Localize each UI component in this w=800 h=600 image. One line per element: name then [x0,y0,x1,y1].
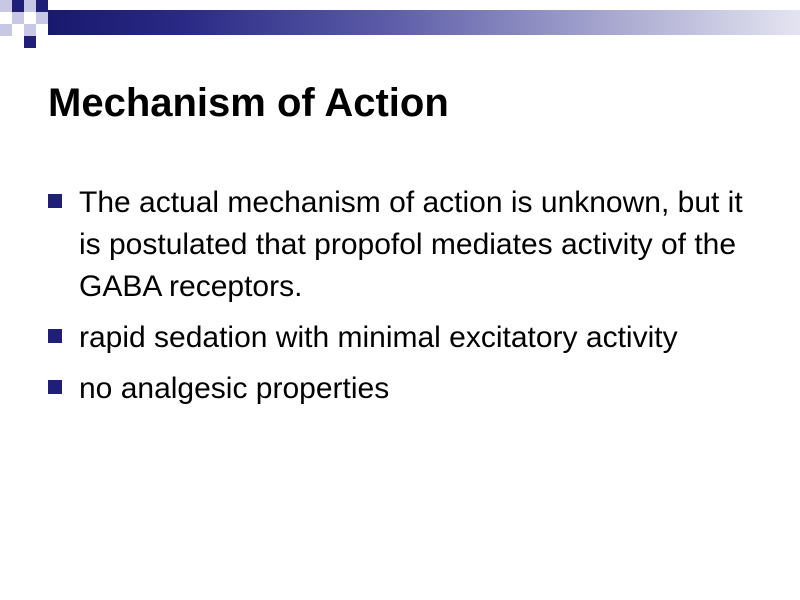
bullet-item [48,182,768,308]
square-bullet-icon [48,194,62,208]
header-gradient-bar [48,10,800,35]
decor-square [12,12,24,24]
decor-square [24,24,36,36]
bullet-text: no analgesic properties [79,372,390,405]
decor-square [36,12,48,24]
bullet-text: The actual mechanism of action is unknown, but it is postulated that propofol mediates activity of the GABA receptors. [79,186,743,303]
bullet-text: rapid sedation with minimal excitatory activity [79,321,678,354]
square-bullet-icon [48,329,62,343]
decor-square [0,0,12,12]
decor-square [24,36,36,48]
decor-square [36,0,48,12]
decor-square [0,24,12,36]
square-bullet-icon [48,380,62,394]
header-decoration [0,0,800,50]
slide-title: Mechanism of Action [48,81,449,125]
decor-square [12,0,24,12]
bullet-item [48,368,768,410]
bullet-list [48,182,768,419]
decor-square [24,0,36,12]
bullet-item [48,317,768,359]
